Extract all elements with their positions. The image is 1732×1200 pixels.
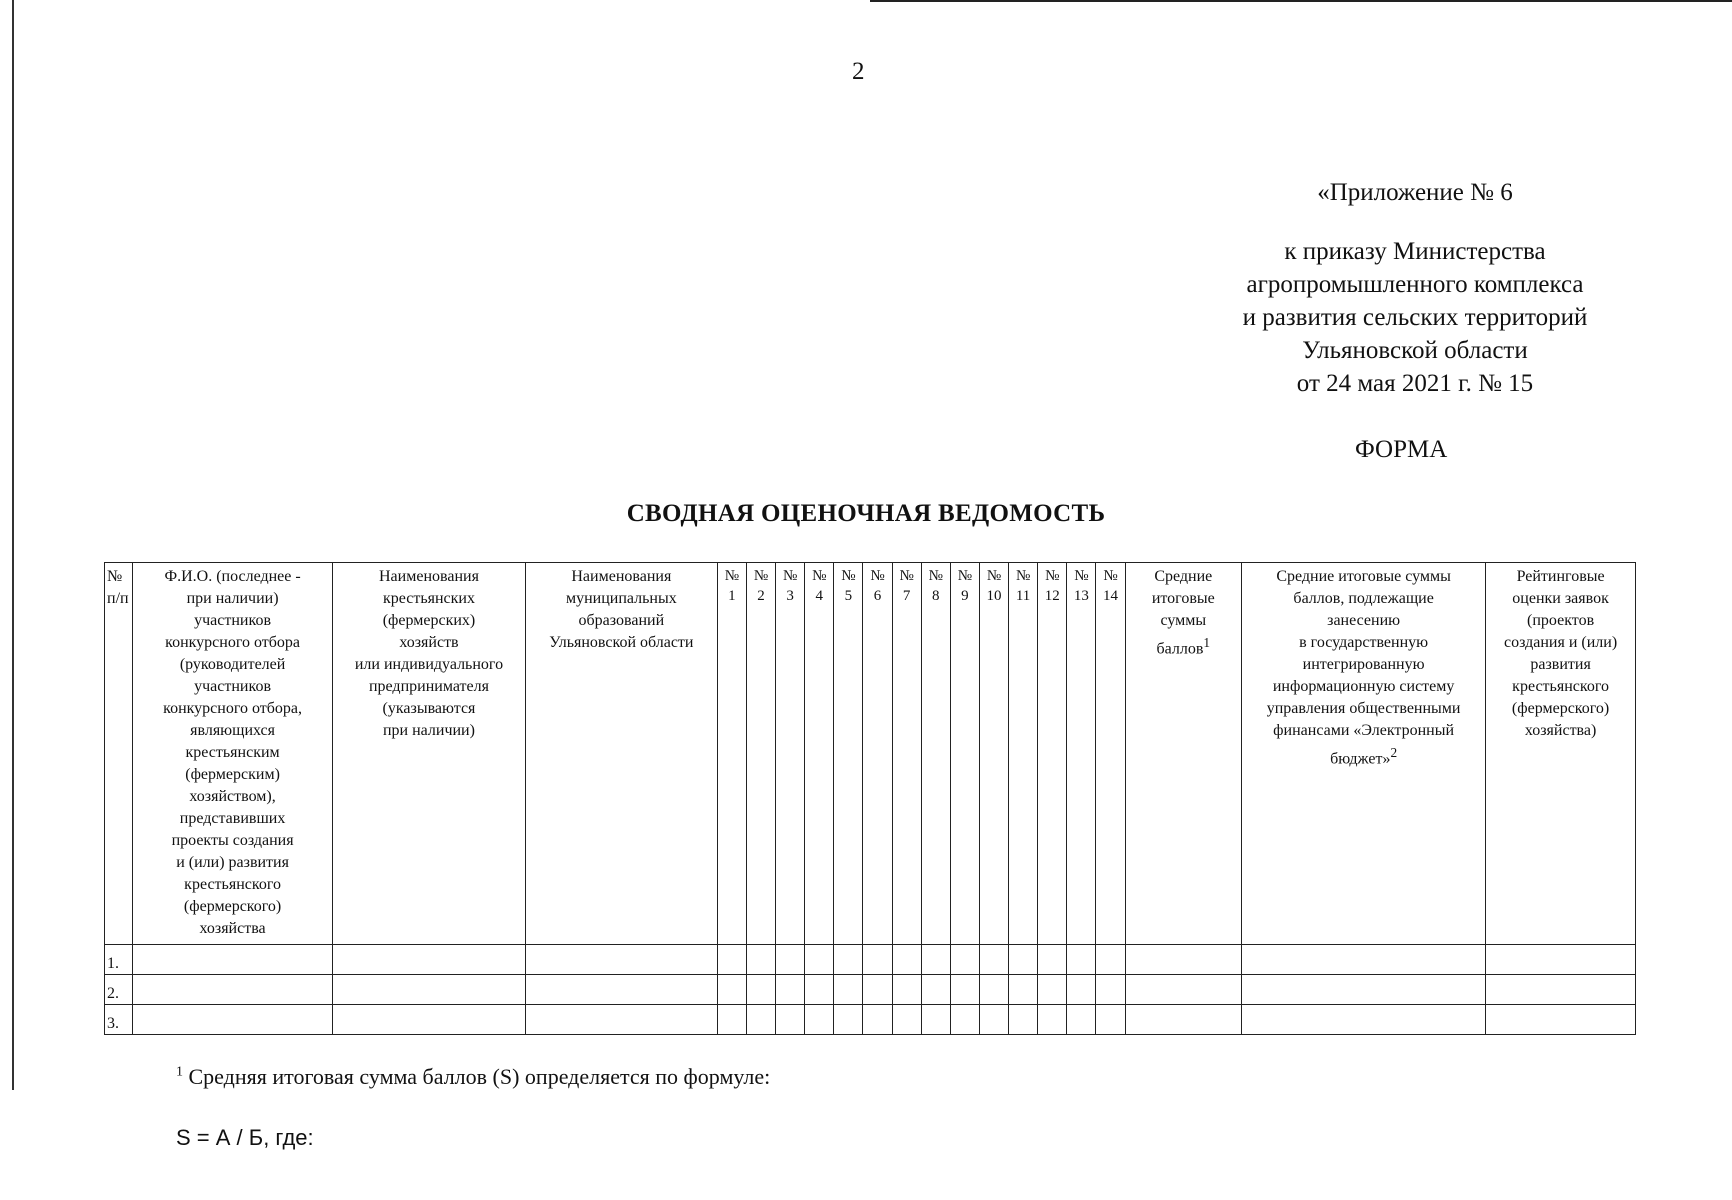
table-row: [105, 945, 1636, 975]
appendix-header: [1205, 176, 1625, 400]
column-header-criterion-9: № 9: [950, 563, 979, 945]
column-header-number: № п/п: [105, 563, 133, 945]
row-number: 3.: [105, 1005, 133, 1035]
column-header-criterion-14: № 14: [1096, 563, 1125, 945]
header-line: к приказу Министерства: [1284, 238, 1546, 265]
column-header-criterion-7: № 7: [892, 563, 921, 945]
column-header-rating: Рейтинговые оценки заявок (проектов создания и (или) развития крестьянского (фермерского) хозяйства): [1486, 563, 1636, 945]
column-header-criterion-4: № 4: [805, 563, 834, 945]
column-header-criterion-2: № 2: [746, 563, 775, 945]
footnote-text: Средняя итоговая сумма баллов (S) определяется по формуле:: [183, 1064, 771, 1089]
document-title: СВОДНАЯ ОЦЕНОЧНАЯ ВЕДОМОСТЬ: [626, 500, 1106, 527]
column-header-criterion-13: № 13: [1067, 563, 1096, 945]
column-header-average-score: Средние итоговые суммы баллов$^1$: [1125, 563, 1242, 945]
summary-table: [104, 562, 1636, 1035]
table-row: [105, 1005, 1636, 1035]
page-number: 2: [852, 58, 865, 85]
column-header-budget-score: Средние итоговые суммы баллов, подлежащие занесению в государственную интегрированную информационную систему управления общественными финансами «Электронный бюджет»$^2$: [1242, 563, 1486, 945]
column-header-municipalities: Наименования муниципальных образований Ульяновской области: [525, 563, 717, 945]
column-header-criterion-3: № 3: [776, 563, 805, 945]
column-header-fio: Ф.И.О. (последнее - при наличии) участников конкурсного отбора (руководителей участников конкурсного отбора, являющихся крестьянским (фермерским) хозяйством), представивших проекты создания и (или) развития крестьянского (фермерского) хозяйства: [133, 563, 333, 945]
footnote-ref-1: 1: [1203, 635, 1211, 650]
appendix-number: «Приложение № 6: [1317, 179, 1513, 206]
form-label: ФОРМА: [1355, 436, 1448, 463]
header-line: агропромышленного комплекса: [1246, 271, 1584, 298]
column-header-criterion-6: № 6: [863, 563, 892, 945]
header-line: от 24 мая 2021 г. № 15: [1296, 370, 1534, 397]
header-line: и развития сельских территорий: [1242, 304, 1588, 331]
page-frame-left: [12, 0, 14, 1090]
formula: S = А / Б, где:: [176, 1125, 314, 1150]
column-header-criterion-11: № 11: [1009, 563, 1038, 945]
column-header-farms: Наименования крестьянских (фермерских) хозяйств или индивидуального предпринимателя (указываются при наличии): [333, 563, 526, 945]
column-header-criterion-12: № 12: [1038, 563, 1067, 945]
column-header-criterion-8: № 8: [921, 563, 950, 945]
column-header-criterion-5: № 5: [834, 563, 863, 945]
footnote-1: [176, 1064, 770, 1090]
table-header-row: [105, 563, 1636, 945]
column-header-criterion-10: № 10: [979, 563, 1008, 945]
page-frame-top: [870, 0, 1732, 2]
footnote-mark: 1: [176, 1064, 183, 1080]
footnote-ref-2: 2: [1390, 745, 1398, 760]
column-header-criterion-1: № 1: [717, 563, 746, 945]
row-number: 2.: [105, 975, 133, 1005]
header-line: Ульяновской области: [1302, 337, 1528, 364]
row-number: 1.: [105, 945, 133, 975]
table-row: [105, 975, 1636, 1005]
